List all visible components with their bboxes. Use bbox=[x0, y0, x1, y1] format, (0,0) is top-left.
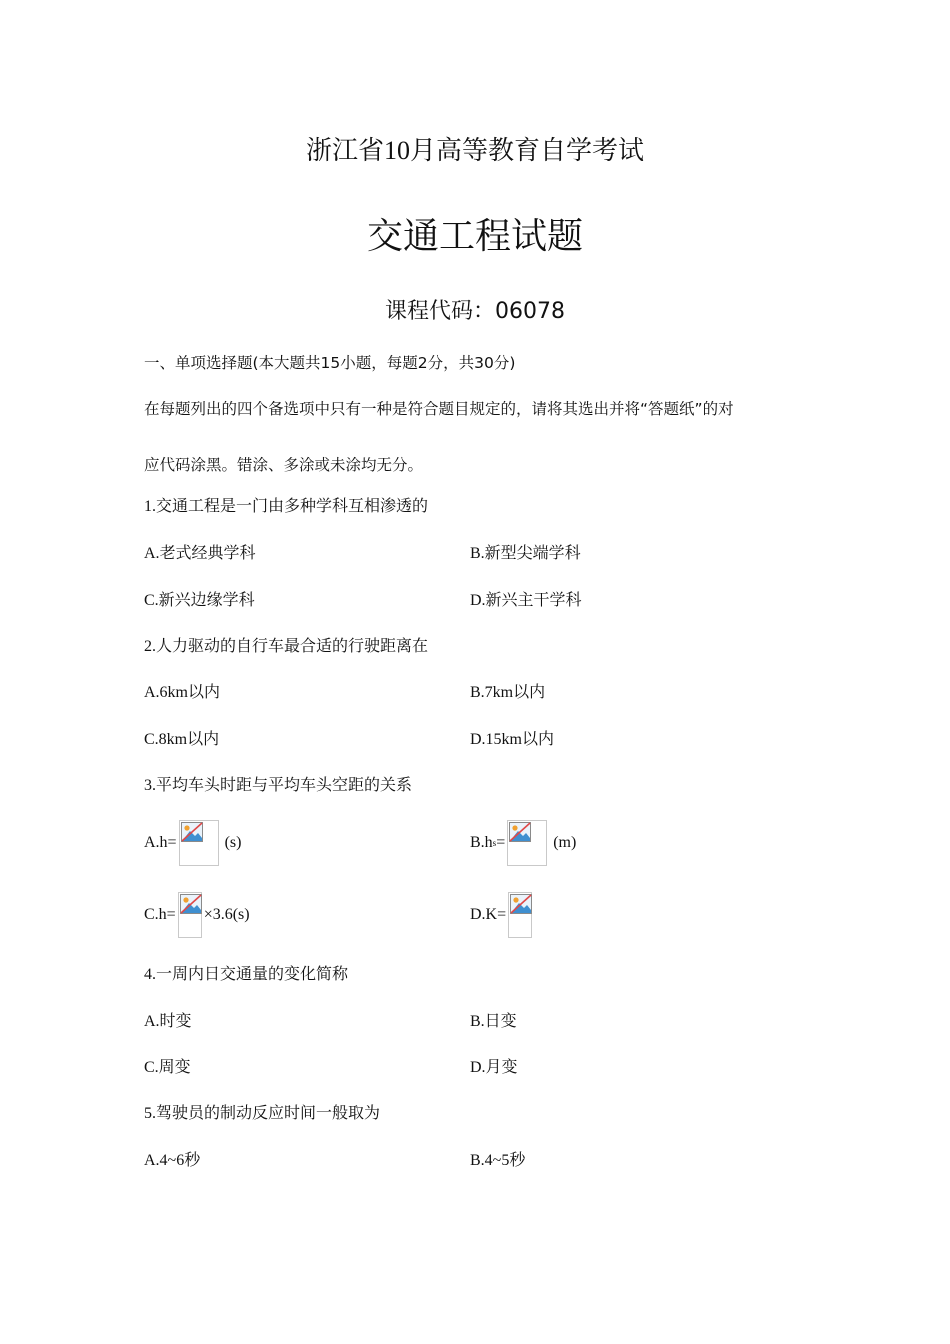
broken-image-icon bbox=[178, 892, 202, 938]
option-c-suffix: ×3.6(s) bbox=[203, 906, 250, 923]
question-4-option-b: B.日变 bbox=[470, 1013, 517, 1030]
question-2-stem: 2.人力驱动的自行车最合适的行驶距离在 bbox=[144, 638, 429, 655]
question-5-option-a: A.4~6秒 bbox=[144, 1152, 201, 1169]
option-b-suffix: (m) bbox=[553, 834, 577, 851]
question-5-option-b: B.4~5秒 bbox=[470, 1152, 526, 1169]
section-instruction-1: 在每题列出的四个备选项中只有一种是符合题目规定的，请将其选出并将“答题纸”的对 bbox=[144, 400, 734, 418]
question-3-option-a bbox=[144, 820, 241, 866]
option-c-prefix: C.h= bbox=[144, 906, 176, 923]
question-2-option-a: A.6km以内 bbox=[144, 684, 221, 701]
option-b-prefix: B.h bbox=[470, 834, 493, 851]
question-5-stem: 5.驾驶员的制动反应时间一般取为 bbox=[144, 1105, 381, 1122]
question-1-stem: 1.交通工程是一门由多种学科互相渗透的 bbox=[144, 498, 429, 515]
question-3-option-c bbox=[144, 892, 250, 938]
question-4-option-d: D.月变 bbox=[470, 1059, 518, 1076]
question-1-option-d: D.新兴主干学科 bbox=[470, 592, 582, 609]
course-code: 课程代码：06078 bbox=[385, 299, 565, 324]
question-2-option-d: D.15km以内 bbox=[470, 731, 555, 748]
section-instruction-2: 应代码涂黑。错涂、多涂或未涂均无分。 bbox=[144, 456, 424, 474]
question-2-option-b: B.7km以内 bbox=[470, 684, 546, 701]
option-a-suffix: (s) bbox=[224, 834, 242, 851]
section-heading: 一、单项选择题(本大题共15小题，每题2分，共30分) bbox=[144, 354, 516, 372]
question-3-option-b bbox=[470, 820, 576, 866]
question-3-option-d bbox=[470, 892, 534, 938]
option-a-prefix: A.h= bbox=[144, 834, 177, 851]
exam-session-title: 浙江省10月高等教育自学考试 bbox=[305, 136, 644, 165]
question-4-stem: 4.一周内日交通量的变化简称 bbox=[144, 966, 349, 983]
option-b-equals: = bbox=[496, 834, 506, 851]
broken-image-icon bbox=[508, 892, 532, 938]
broken-image-icon bbox=[179, 820, 219, 866]
option-d-prefix: D.K= bbox=[470, 906, 507, 923]
question-2-option-c: C.8km以内 bbox=[144, 731, 220, 748]
question-3-stem: 3.平均车头时距与平均车头空距的关系 bbox=[144, 777, 413, 794]
question-4-option-a: A.时变 bbox=[144, 1013, 192, 1030]
question-1-option-c: C.新兴边缘学科 bbox=[144, 592, 255, 609]
paper-title: 交通工程试题 bbox=[366, 216, 583, 257]
question-1-option-b: B.新型尖端学科 bbox=[470, 545, 581, 562]
subscript-s: s bbox=[492, 838, 497, 848]
broken-image-icon bbox=[507, 820, 547, 866]
question-4-option-c: C.周变 bbox=[144, 1059, 191, 1076]
question-1-option-a: A.老式经典学科 bbox=[144, 545, 256, 562]
